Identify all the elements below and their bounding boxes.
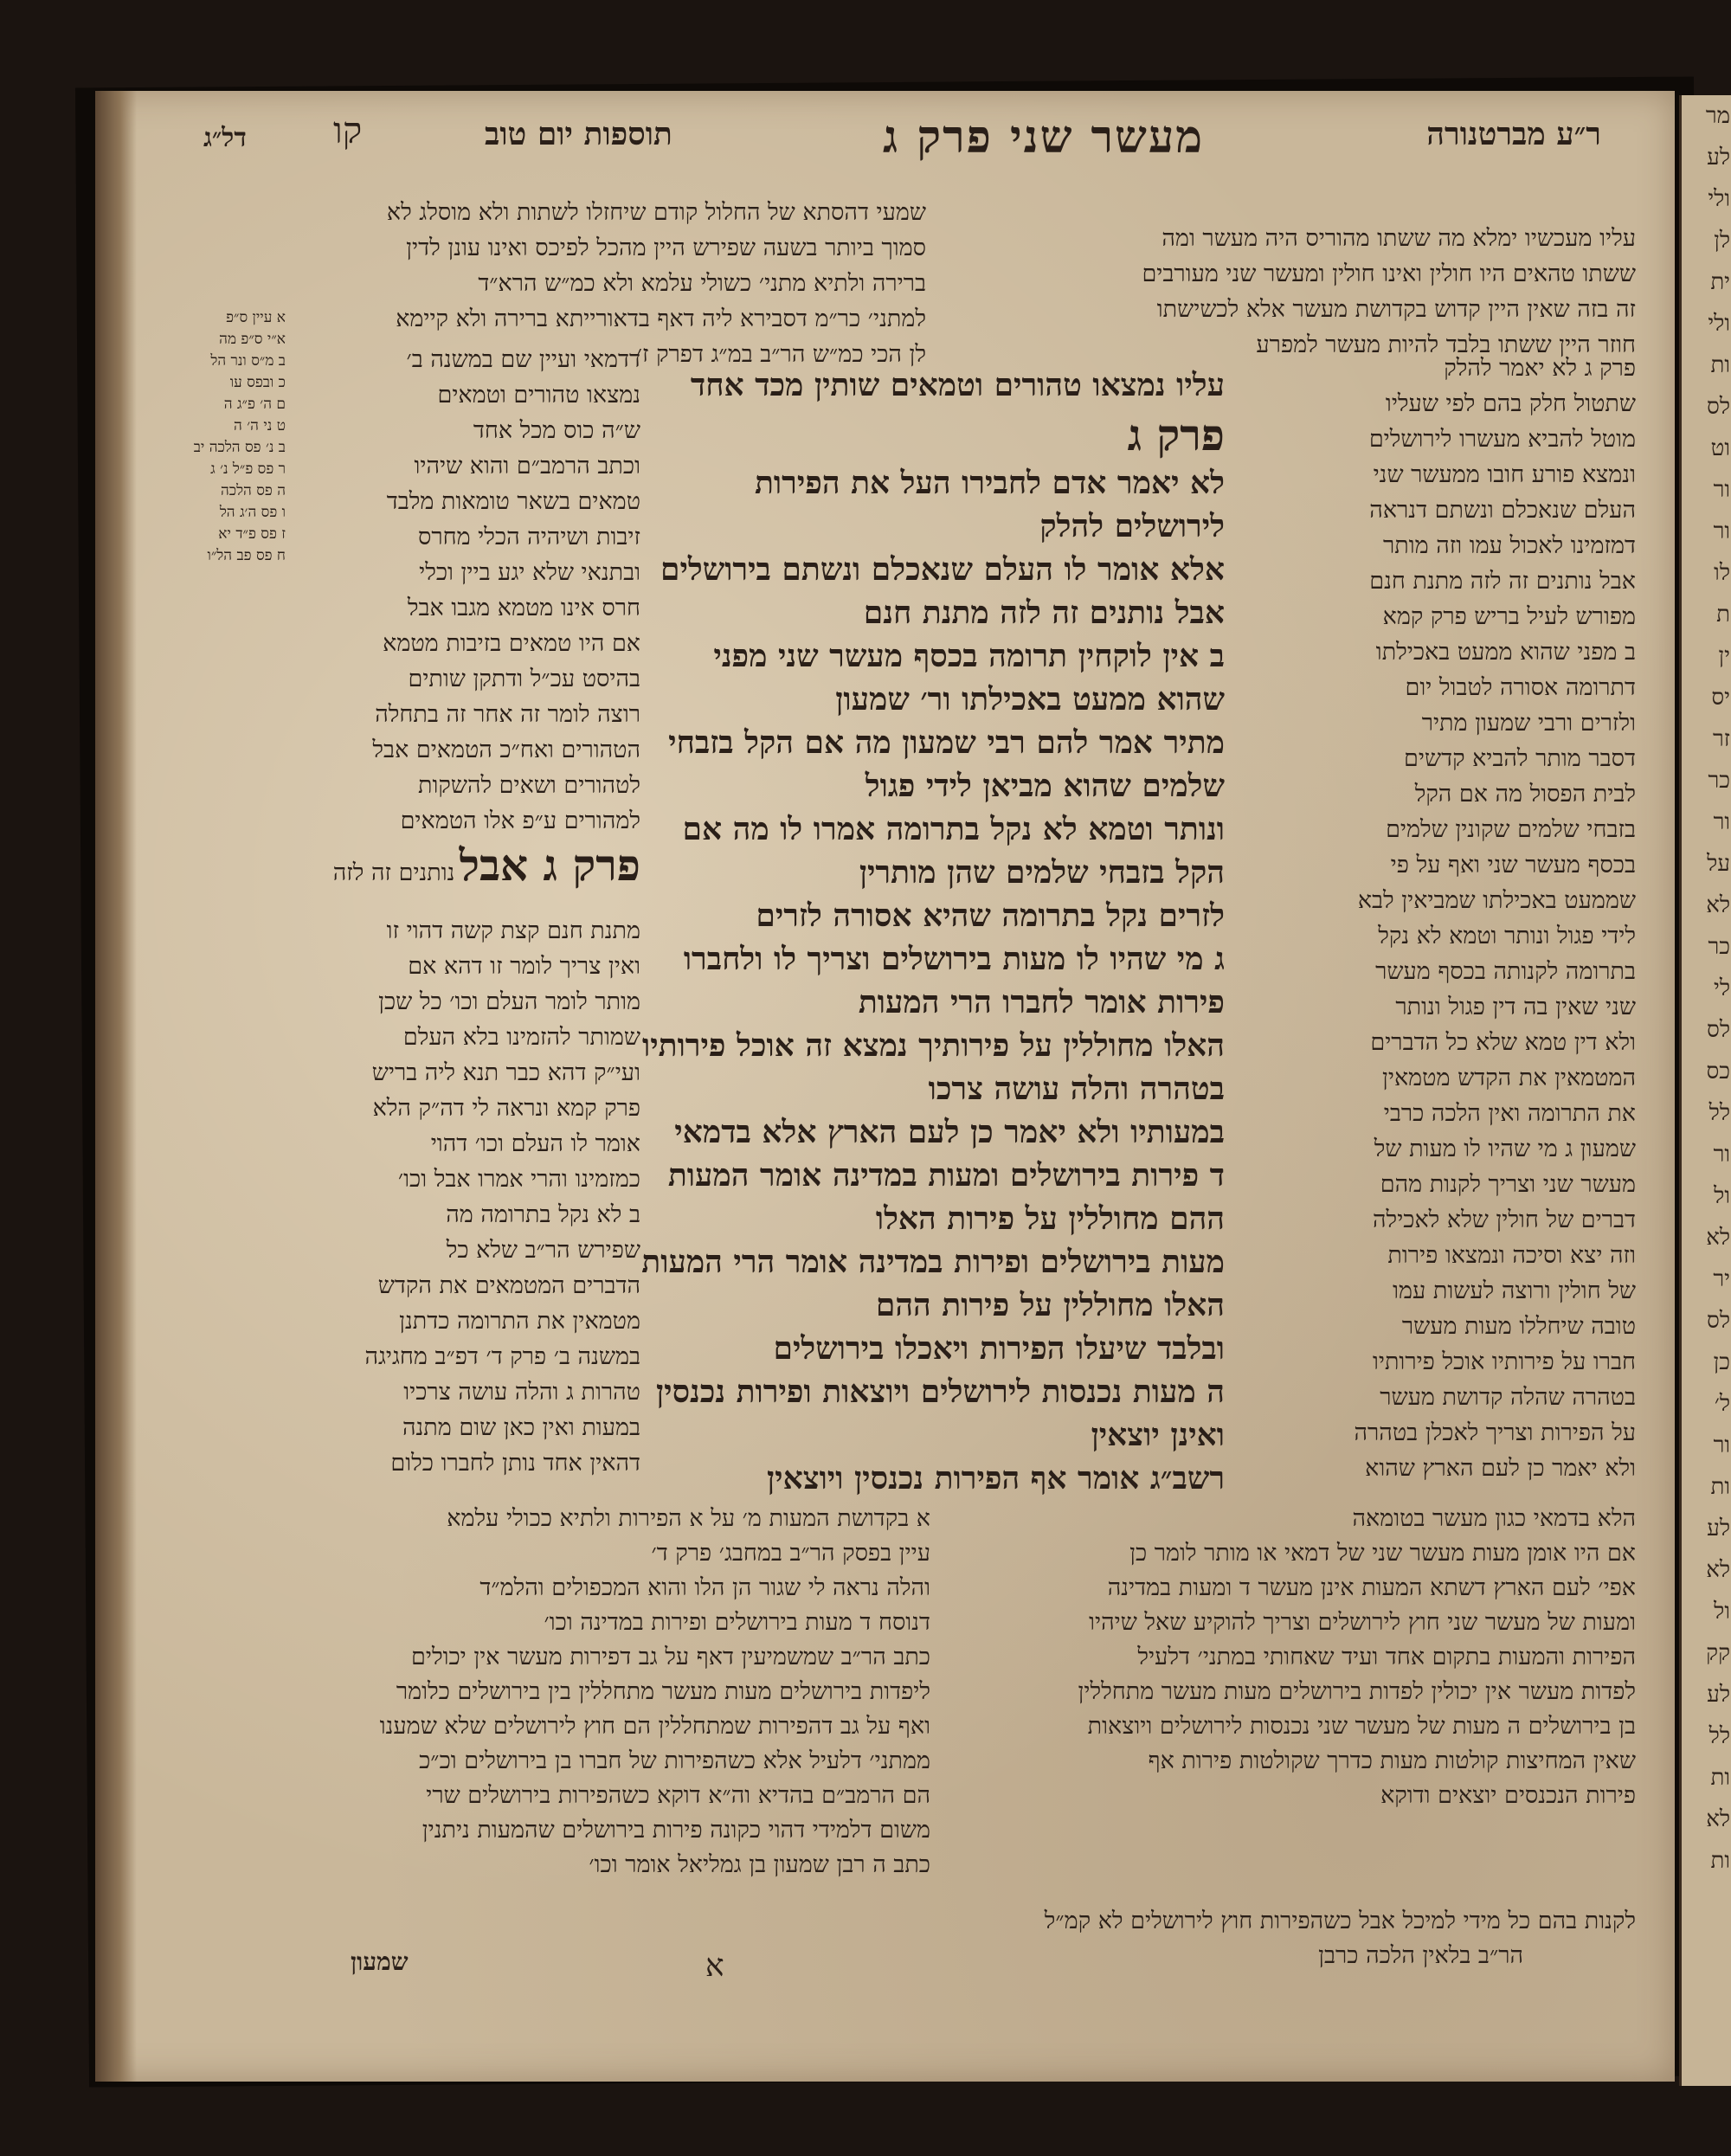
facing-page-fragment: לי [1714, 975, 1730, 1001]
facing-page-fragment: ולי [1708, 186, 1730, 212]
footnote-line: ליפדות בירושלים מעות מעשר מתחללין בין בירושלים כלומר [396, 1678, 930, 1705]
bartenura-line: מעשר שני וצריך לקנות מהם [1380, 1171, 1636, 1198]
bartenura-line: שמעון ג מי שהיו לו מעות של [1374, 1136, 1636, 1162]
tosafot-line: הדברים המטמאים את הקדש [377, 1272, 640, 1299]
footnote-line: שאין המחיצות קולטות מעות כדרך שקולטות פירות אף [1148, 1747, 1636, 1774]
tosafot-line: מותר לומר העלם וכו׳ כל שכן [378, 988, 640, 1015]
mishnah-line: במעותיו ולא יאמר כן לעם הארץ אלא בדמאי [674, 1114, 1225, 1150]
footnote-line: הם הרמב״ם בהדיא וה״א דוקא כשהפירות בירושלים שרי [426, 1782, 930, 1809]
bartenura-top-line: זה בזה שאין היין קדוש בקדושת מעשר אלא לכשישתו [1156, 296, 1636, 323]
page-number: קו [333, 109, 363, 151]
facing-page-fragment: לע [1707, 145, 1730, 171]
bartenura-line: ב מפני שהוא ממעט באכילתו [1375, 639, 1636, 666]
marginal-reference: א״י ס״פ מה [219, 331, 286, 348]
mishnah-main-text [636, 364, 1225, 1500]
bartenura-title: ר״ע מברטנורה [1426, 116, 1601, 152]
footnote-line: אם היו אומן מעות מעשר שני של דמאי או מותר לומר כן [1129, 1540, 1636, 1567]
tosafot-line: כמזמינו והרי אמרו אבל וכו׳ [397, 1166, 640, 1193]
tosafot-line: נמצאו טהורים וטמאים [437, 382, 640, 409]
mishnah-line: ג מי שהיו לו מעות בירושלים וצריך לו ולחברו פירות אומר לחברו הרי המעות [683, 941, 1225, 1020]
bartenura-line: על הפירות וצריך לאכלן בטהרה [1354, 1419, 1636, 1446]
marginal-reference: א עיין ס״פ [226, 309, 286, 326]
tosafot-title: תוספות יום טוב [485, 116, 672, 152]
mishnah-line: האלו מחוללין על פירותיך נמצא זה אוכל פירותיו בטהרה והלה עושה צרכו [641, 1027, 1225, 1107]
footnotes-left [286, 1502, 930, 1882]
tosafot-line: ועי״ק דהא כבר תנא ליה בריש [371, 1059, 640, 1086]
tosafot-line: ש״ה כוס מכל אחד [473, 417, 640, 444]
facing-page-fragment: על [1707, 851, 1730, 877]
facing-page-fragment: לא [1706, 1557, 1730, 1583]
facing-page-fragment: כן [1713, 1349, 1730, 1375]
marginal-reference: ז פס פ״ד יא [218, 525, 286, 543]
marginal-reference: ב נ׳ פס הלכה יב [193, 439, 286, 456]
bartenura-line: העלם שנאכלם ונשתם דנראה [1369, 497, 1636, 524]
facing-page-fragment: ולי [1708, 311, 1730, 337]
tosafot-line: לטהורים ושאים להשקות [418, 772, 640, 799]
bartenura-line: בתרומה לקנותה בכסף מעשר [1375, 958, 1636, 985]
footnote-line: ואף על גב דהפירות שמתחללין הם חוץ לירושלים שלא שמענו [379, 1713, 930, 1740]
footnote-line: והלה נראה לי שגור הן הלו והוא המכפולים והלמ״ד [479, 1574, 930, 1601]
bartenura-line: שממעט באכילתו שמביאין לבא [1357, 887, 1636, 914]
mishnah-line: ובלבד שיעלו הפירות ויאכלו בירושלים [773, 1330, 1225, 1367]
tosafot-line: טמאים בשאר טומאות מלבד [386, 488, 640, 515]
bartenura-line: פרק ג לא יאמר להלק [1444, 355, 1636, 382]
tosafot-top-line: למתני׳ כר״מ דסבירא ליה דאף בדאורייתא ברירה ולא קיימא [396, 306, 926, 332]
tosafot-line: ובתנאי שלא יגע ביין וכלי [419, 559, 640, 586]
facing-page-fragment: ות [1710, 1474, 1730, 1500]
footnote-line: לפדות מעשר אין יכולין לפדות בירושלים מעות מעשר מתחללין [1078, 1678, 1636, 1705]
facing-page-fragment: יס [1711, 685, 1730, 711]
facing-page-fragment: ית [1710, 269, 1730, 295]
mishnah-lines [636, 461, 1225, 1500]
bartenura-line: דסבר מותר להביא קדשים [1404, 745, 1636, 772]
facing-page-edge [1679, 95, 1731, 2086]
tractate-title: מעשר שני פרק ג [883, 111, 1205, 164]
facing-page-fragment: ור [1713, 809, 1730, 835]
facing-page-fragment: כר [1708, 768, 1730, 794]
bartenura-line: דתרומה אסורה לטבול יום [1405, 674, 1636, 701]
facing-page-fragment: לא [1706, 892, 1730, 918]
mishnah-line: ונותר וטמא לא נקל בתרומה אמרו לו מה אם הקל בזבחי שלמים שהן מותרין [682, 811, 1225, 891]
tosafot-column-lower [290, 913, 640, 1481]
bartenura-line: דמזמינו לאכול עמו וזה מותר [1383, 532, 1636, 559]
facing-page-fragment: לא [1706, 1806, 1730, 1832]
facing-page-fragment: ול [1714, 1183, 1730, 1209]
bartenura-top-line: חוזר היין ששתו בלבד להיות מעשר למפרע [1256, 331, 1636, 358]
bartenura-line: ולזרים ורבי שמעון מתיר [1421, 710, 1636, 737]
bartenura-line: שני שאין בה דין פגול ונותר [1395, 994, 1636, 1020]
mishnah-line: ד פירות בירושלים ומעות במדינה אומר המעות ההם מחוללין על פירות האלו [667, 1157, 1225, 1237]
tosafot-line: אם היו טמאים בזיבות מטמא [383, 630, 640, 657]
facing-page-fragment: ול [1714, 1599, 1730, 1625]
bartenura-line: המטמאין את הקדש מטמאין [1382, 1065, 1636, 1091]
bartenura-line: ולא דין טמא שלא כל הדברים [1370, 1029, 1636, 1056]
facing-page-fragment: לס [1707, 394, 1730, 420]
footnote-line: דנוסח ד מעות בירושלים ופירות במדינה וכו׳ [544, 1609, 930, 1636]
facing-page-fragment: כר [1708, 934, 1730, 960]
footnote-line: הלא בדמאי כגון מעשר בטומאה [1352, 1505, 1636, 1532]
mishnah-line: לזרים נקל בתרומה שהיא אסורה לזרים [756, 898, 1225, 934]
tosafot-line: פרק קמא ונראה לי דה״ק הלא [372, 1095, 640, 1122]
facing-page-fragment: לא [1706, 1225, 1730, 1251]
tosafot-line: במשנה ב׳ פרק ד׳ דפ״ב מחגיגה [364, 1343, 640, 1370]
bartenura-line: של חולין ורוצה לעשות עמו [1393, 1278, 1636, 1304]
tosafot-top-line: סמוך ביותר בשעה שפירש היין מהכל לפיכס ואינו עונן לדין [406, 235, 926, 261]
marginal-reference: כ ובפס עו [229, 374, 286, 391]
mishnah-line: ב אין לוקחין תרומה בכסף מעשר שני מפני שהוא ממעט באכילתו ור׳ שמעון [713, 638, 1225, 718]
bartenura-line: בכסף מעשר שני ואף על פי [1390, 852, 1636, 878]
facing-page-fragment: ות [1710, 1765, 1730, 1791]
marginal-reference: ם ה׳ פ״ג ה [223, 396, 286, 413]
marginal-reference: ב מ״ס ונר הל [210, 352, 286, 370]
tosafot-line: אומר לו העלם וכו׳ דהוי [430, 1130, 640, 1157]
mishnah-line: לא יאמר אדם לחבירו העל את הפירות לירושלים להלק [754, 465, 1225, 544]
facing-page-fragment: לן [1714, 228, 1730, 254]
mishnah-perek-label: פרק ג [1127, 409, 1225, 460]
mishnah-line: אלא אומר לו העלם שנאכלם ונשתם בירושלים אבל נותנים זה לזה מתנת חנם [660, 551, 1225, 631]
marginal-reference: ח פס פב הל״ו [207, 547, 286, 564]
tosafot-line: מטמאין את התרומה כדתנן [399, 1308, 640, 1335]
tosafot-aval-suffix: נותנים זה לזה [332, 859, 455, 886]
mishnah-intro: עליו נמצאו טהורים וטמאים שותין מכד אחד [690, 367, 1225, 403]
bartenura-line: בזבחי שלמים שקונין שלמים [1386, 816, 1636, 843]
marginal-reference: ט ני ה׳ ה [234, 417, 286, 434]
tosafot-line: דהאין אחד נותן לחברו כלום [390, 1450, 640, 1477]
tosafot-line: טהרות ג והלה עושה צרכיו [403, 1379, 640, 1406]
tosafot-line: זיבות ושיהיה הכלי מחרס [417, 524, 640, 550]
marginal-references [169, 307, 286, 567]
bartenura-column [1255, 351, 1636, 1486]
facing-page-fragment: וט [1710, 435, 1730, 461]
tosafot-line: ואין צריך לומר זו דהא אם [408, 953, 640, 980]
bartenura-top-line: עליו מעכשיו ימלא מה ששתו מהוריס היה מעשר ומה [1162, 225, 1636, 252]
running-header [147, 104, 1636, 164]
facing-page-fragment: כס [1706, 1059, 1730, 1084]
tosafot-column-upper [290, 342, 640, 839]
tosafot-line: הטהורים ואח״כ הטמאים אבל [372, 737, 640, 763]
footnote-line: עיין בפסק הר״ב במחבג׳ פרק ד׳ [651, 1540, 930, 1567]
bartenura-line: ולא יאמר כן לעם הארץ שהוא [1365, 1455, 1636, 1482]
bartenura-line: חברו על פירותיו אוכל פירותיו [1372, 1348, 1636, 1375]
facing-page-fragment: יר [1713, 1266, 1730, 1292]
facing-page-fragment: לע [1707, 1682, 1730, 1708]
facing-page-fragment: לו [1714, 560, 1730, 586]
facing-page-fragment: לל [1708, 1100, 1730, 1126]
tosafot-line: מתנת חנם קצת קשה דהוי זו [386, 917, 640, 944]
bartenura-line: לבית הפסול מה אם הקל [1414, 781, 1636, 808]
tosafot-line: בהיסט עכ״ל ודתקן שותים [408, 666, 640, 692]
facing-page-fragment: ות [1710, 352, 1730, 378]
signature-mark: א [705, 1948, 724, 1984]
bartenura-line: מוטל להביא מעשרו לירושלים [1368, 426, 1636, 453]
mishnah-line: ה מעות נכנסות לירושלים ויוצאות ופירות נכנסין ואינן יוצאין [655, 1374, 1225, 1453]
bartenura-line: את התרומה ואין הלכה כרבי [1383, 1100, 1636, 1127]
footnote-line: משום דלמידי דהוי כקונה פירות בירושלים שהמעות ניתנין [421, 1817, 930, 1844]
facing-page-fragment: מר [1705, 103, 1730, 129]
footnote-line: כתב הר״ב שמשמיעין דאף על גב דפירות מעשר אין יכולים [411, 1644, 930, 1670]
facing-page-fragment: לס [1707, 1017, 1730, 1043]
facing-page-fragment: ור [1713, 1432, 1730, 1458]
mishnah-line: מתיר אמר להם רבי שמעון מה אם הקל בזבחי שלמים שהוא מביאן לידי פגול [668, 724, 1225, 804]
footnote-line: כתב ה רבן שמעון בן גמליאל אומר וכו׳ [589, 1851, 930, 1878]
marginal-reference: ר פס פ״ל נ׳ ג [210, 460, 286, 478]
mishnah-line: רשב״ג אומר אף הפירות נכנסין ויוצאין [767, 1460, 1225, 1496]
facing-page-fragment: ור [1713, 1142, 1730, 1168]
tosafot-line: וכתב הרמב״ם והוא שיהיו [414, 453, 640, 479]
footnote-line: ומעות של מעשר שני חוץ לירושלים וצריך להוקיע שאל שיהיו [1089, 1609, 1636, 1636]
bartenura-line: טובה שיחללו מעות מעשר [1401, 1313, 1636, 1340]
facing-page-fragment: ין [1718, 643, 1730, 669]
tosafot-line: למהורים ע״פ אלו הטמאים [400, 808, 640, 834]
folio-number: דל״ג [203, 123, 247, 153]
bartenura-line: וזה יצא וסיכה ונמצאו פירות [1387, 1242, 1636, 1269]
facing-page-fragment: לל [1708, 1723, 1730, 1749]
tosafot-line: רוצה לומר זה אחר זה בתחלה [375, 701, 640, 728]
tosafot-aval-heading [290, 840, 640, 891]
bartenura-line: דברים של חולין שלא לאכילה [1373, 1207, 1636, 1233]
bartenura-line: אבל נותנים זה לזה מתנת חנם [1369, 568, 1636, 595]
bartenura-line: מפורש לעיל בריש פרק קמא [1382, 603, 1636, 630]
tosafot-top-line: לן הכי כמ״ש הר״ב במ״ג דפרק ז׳ [636, 341, 926, 368]
facing-page-fragment: קק [1706, 1640, 1730, 1666]
facing-page-fragment: זר [1712, 726, 1730, 752]
bartenura-line: בטהרה שהלה קדושת מעשר [1380, 1384, 1636, 1411]
tosafot-top-line: שמעי דהסתא של החלול קודם שיחזלו לשתות ולא מוסלג לא [386, 199, 926, 226]
catchword: שמעון [351, 1947, 409, 1976]
mishnah-line: מעות בירושלים ופירות במדינה אומר הרי המעות האלו מחוללין על פירות ההם [641, 1244, 1225, 1323]
page-gutter [95, 91, 137, 2082]
tosafot-aval-label: פרק ג אבל [459, 840, 640, 891]
footnote-line: א בקדושת המעות מ׳ על א הפירות ולתיא ככולי עלמא [447, 1505, 930, 1532]
tosafot-top-line: ברירה ולתיא מתני׳ כשולי עלמא ולא כמ״ש הרא״ד [478, 270, 926, 297]
bartenura-top-block [969, 221, 1636, 363]
footnote-line: בן בירושלים ה מעות של מעשר שני נכנסות לירושלים ויוצאות [1087, 1713, 1636, 1740]
footnote-line: הפירות והמעות בתקום אחד ועיד שאחותי במתני׳ דלעיל [1137, 1644, 1636, 1670]
facing-page-fragment: לע [1707, 1516, 1730, 1541]
marginal-reference: ה פס הלכה [221, 482, 286, 499]
facing-page-fragment: ת [1716, 602, 1730, 627]
tosafot-line: חרס אינו מטמא מגבו אבל [407, 595, 640, 621]
bartenura-line: לידי פגול ונותר וטמא לא נקל [1378, 923, 1636, 949]
tosafot-line: שמותר להזמינו בלא העלם [402, 1024, 640, 1051]
marginal-reference: ו פס ה׳ג הל [219, 504, 286, 521]
bartenura-top-line: ששתו טהאים היו חולין ואינו חולין ומעשר שני מעורבים [1142, 261, 1636, 287]
facing-page-fragment: לס [1707, 1308, 1730, 1334]
footnote-line: ממתני׳ דלעיל אלא כשהפירות של חברו בן בירושלים וכ״כ [419, 1747, 930, 1774]
footnotes-right [943, 1502, 1636, 1813]
facing-page-fragment: ור [1713, 477, 1730, 503]
tosafot-line: דדמאי ועיין שם במשנה ב׳ [406, 346, 640, 373]
bartenura-line: ונמצא פורע חובו ממעשר שני [1373, 461, 1636, 488]
footnote-line: פירות הנכנסים יוצאים ודוקא [1380, 1782, 1636, 1809]
tosafot-line: שפירש הר״ב שלא כל [446, 1237, 640, 1264]
facing-page-fragment: ור [1713, 518, 1730, 544]
facing-page-fragment: ל׳ [1714, 1391, 1730, 1417]
footnote-line: אפי׳ לעם הארץ דשתא המעות אינן מעשר ד ומעות במדינה [1107, 1574, 1636, 1601]
footer-line-2: הר״ב בלאין הלכה כרבן [1318, 1942, 1523, 1969]
facing-page-fragment: ות [1710, 1848, 1730, 1874]
footer-line-1: לקנות בהם כל מידי למיכל אבל כשהפירות חוץ לירושלים לא קמ״ל [1044, 1908, 1636, 1934]
tosafot-line: ב לא נקל בתרומה מה [446, 1201, 640, 1228]
tosafot-line: במעות ואין כאן שום מתנה [402, 1414, 640, 1441]
bartenura-line: שתטול חלק בהם לפי שעליו [1385, 390, 1636, 417]
